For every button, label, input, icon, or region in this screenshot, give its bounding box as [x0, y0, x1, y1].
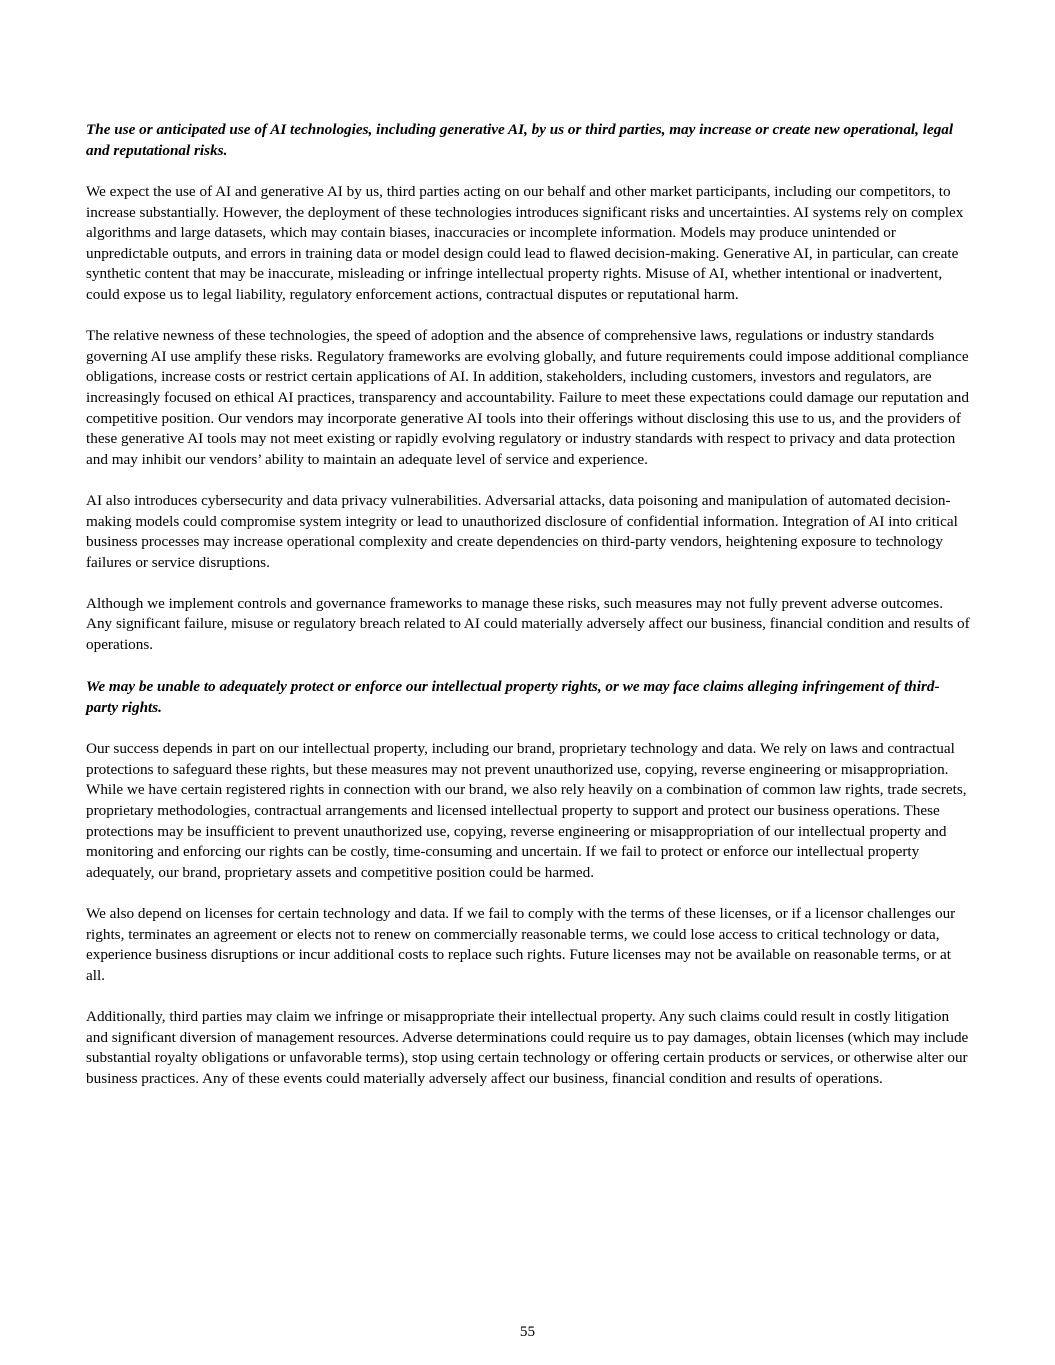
paragraph-ai-cybersecurity: AI also introduces cybersecurity and data privacy vulnerabilities. Adversarial attacks, data poisoning and manipulation of automated decision-making models could compromise system integrity or lead to unauthorized disclosure of confidential information. Integration of AI into critical business processes may increase operational complexity and create dependencies on third-party vendors, heightening exposure to technology failures or service disruptions. [86, 491, 958, 571]
page-body [86, 119, 971, 1110]
paragraph-ip-claims: Additionally, third parties may claim we infringe or misappropriate their intellectual property. Any such claims could result in costly litigation and significant diversion of management resources. Adverse determinations could require us to pay damages, obtain licenses (which may include substantial royalty obligations or unfavorable terms), stop using certain technology or offering certain products or services, or otherwise alter our business practices. Any of these events could materially adversely affect our business, financial condition and results of operations. [86, 1007, 969, 1087]
section-heading-ip-risks: We may be unable to adequately protect or enforce our intellectual property rights, or we may face claims alleging infringement of third-party rights. [86, 678, 940, 717]
paragraph-ip-protection: Our success depends in part on our intellectual property, including our brand, proprietary technology and data. We rely on laws and contractual protections to safeguard these rights, but these measures may not prevent unauthorized use, copying, reverse engineering or misappropriation. While we have certain registered rights in connection with our brand, we also rely heavily on a combination of common law rights, trade secrets, proprietary methodologies, contractual arrangements and licensed intellectual property to support and protect our business operations. These protections may be insufficient to prevent unauthorized use, copying, reverse engineering or misappropriation of our intellectual property and monitoring and enforcing our rights can be costly, time-consuming and uncertain. If we fail to protect or enforce our intellectual property adequately, our brand, proprietary assets and competitive position could be harmed. [86, 740, 967, 881]
section-heading-ai-risks: The use or anticipated use of AI technologies, including generative AI, by us or third parties, may increase or create new operational, legal and reputational risks. [86, 121, 954, 159]
paragraph-ip-licenses: We also depend on licenses for certain technology and data. If we fail to comply with the terms of these licenses, or if a licensor challenges our rights, terminates an agreement or elects not to renew on commercially reasonable terms, we could lose access to critical technology or data, experience business disruptions or incur additional costs to replace such rights. Future licenses may not be available on reasonable terms, or at all. [86, 905, 956, 984]
risk-factor-ai [86, 119, 971, 656]
paragraph-ai-controls: Although we implement controls and governance frameworks to manage these risks, such measures may not fully prevent adverse outcomes. Any significant failure, misuse or regulatory breach related to AI could materially adversely affect our business, financial condition and results of operations. [86, 594, 970, 654]
page-number: 55 [519, 1323, 536, 1340]
risk-factor-ip [86, 676, 971, 1089]
paragraph-ai-regulation: The relative newness of these technologies, the speed of adoption and the absence of comprehensive laws, regulations or industry standards governing AI use amplify these risks. Regulatory frameworks are evolving globally, and future requirements could impose additional compliance obligations, increase costs or restrict certain applications of AI. In addition, stakeholders, including customers, investors and regulators, are increasingly focused on ethical AI practices, transparency and accountability. Failure to meet these expectations could damage our reputation and competitive position. Our vendors may incorporate generative AI tools into their offerings without disclosing this use to us, and the providers of these generative AI tools may not meet existing or rapidly evolving regulatory or industry standards with respect to privacy and data protection and may inhibit our vendors’ ability to maintain an adequate level of service and experience. [86, 327, 969, 468]
paragraph-ai-use: We expect the use of AI and generative AI by us, third parties acting on our behalf and other market participants, including our competitors, to increase substantially. However, the deployment of these technologies introduces significant risks and uncertainties. AI systems rely on complex algorithms and large datasets, which may contain biases, inaccuracies or incomplete information. Models may produce unintended or unpredictable outputs, and errors in training data or model design could lead to flawed decision-making. Generative AI, in particular, can create synthetic content that may be inaccurate, misleading or infringe intellectual property rights. Misuse of AI, whether intentional or inadvertent, could expose us to legal liability, regulatory enforcement actions, contractual disputes or reputational harm. [86, 183, 964, 303]
